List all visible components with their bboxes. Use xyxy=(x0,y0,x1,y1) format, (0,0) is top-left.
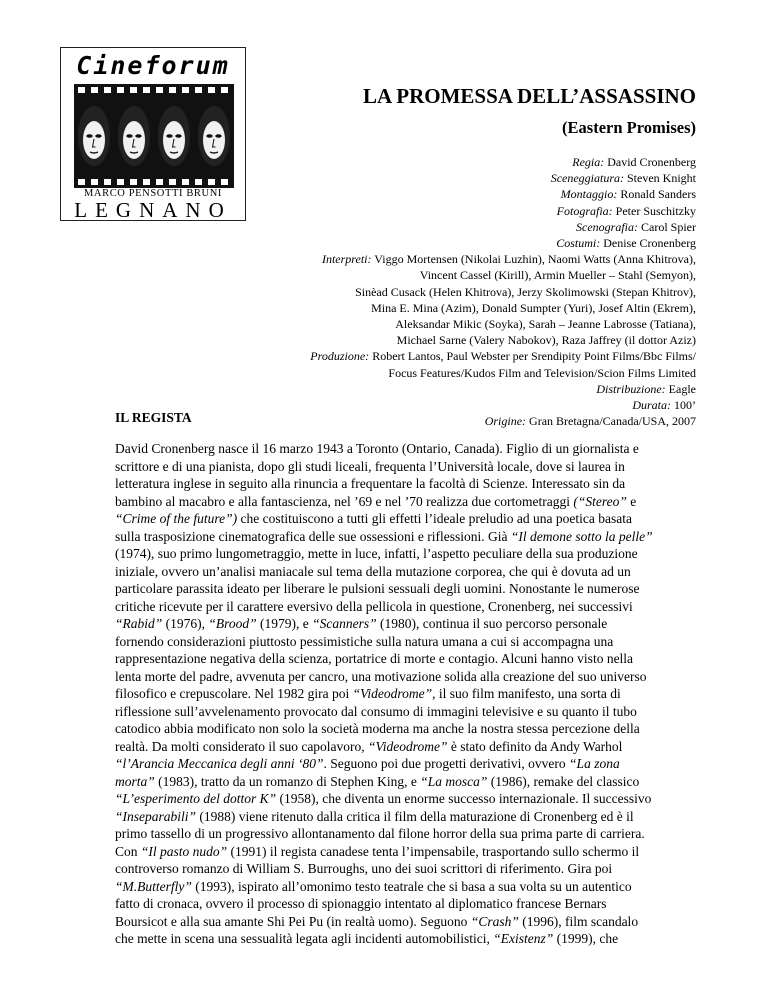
text-line xyxy=(115,825,705,843)
credit-value: Denise Cronenberg xyxy=(600,236,696,251)
credit-line xyxy=(310,316,696,332)
text-span: rappresentazione negativa della scienza, portatrice di morte e contagio. Alcuni hanno visto nella xyxy=(115,651,634,666)
film-title-reference: morta” xyxy=(115,773,155,789)
film-title-reference: “M.Butterfly” xyxy=(115,878,192,894)
text-line xyxy=(115,563,705,581)
credit-value: Carol Spier xyxy=(638,219,696,234)
credit-line xyxy=(310,267,696,283)
text-span: (1991) il regista canadese tenta l’impensabile, trasportando sullo schermo il xyxy=(227,843,640,859)
text-span: (1979), e xyxy=(256,616,313,631)
text-span: David Cronenberg nasce il 16 marzo 1943 a Toronto (Ontario, Canada). Figlio di un giornalista e xyxy=(115,441,639,456)
text-span: fornendo considerazioni piuttosto pessimistiche sulla natura umana a cui si accompagna una xyxy=(115,633,614,649)
text-line xyxy=(115,860,705,878)
text-line xyxy=(115,650,705,668)
credit-label: Costumi: xyxy=(556,236,601,251)
text-span: (1996), film scandalo xyxy=(518,913,639,929)
text-span: (1976), xyxy=(162,616,209,631)
credit-value: David Cronenberg xyxy=(604,155,696,169)
text-line xyxy=(115,720,705,738)
credit-value: Focus Features/Kudos Film and Television/Scion Films Limited xyxy=(388,365,696,380)
text-span: primo tassello di un progressivo allontanamento dal filone horror della sua prima parte di carriera. xyxy=(115,826,645,841)
credit-line xyxy=(310,235,696,251)
text-span: è stato definito da Andy Warhol xyxy=(447,738,623,754)
text-line xyxy=(115,580,705,598)
credit-line xyxy=(310,154,696,170)
credit-line xyxy=(310,413,696,429)
logo-name: Cineforum xyxy=(76,51,230,80)
text-line xyxy=(115,615,705,633)
film-title-reference: “Videodrome” xyxy=(352,686,433,701)
credit-value: Steven Knight xyxy=(624,171,696,186)
film-title-reference: (“Stereo” xyxy=(573,493,627,509)
credit-label: Montaggio: xyxy=(560,187,618,202)
credit-value: Eagle xyxy=(665,381,696,396)
text-span: critiche ricevute per il carattere eversivo della pellicola in questione, Cronenberg, nei successivi xyxy=(115,598,633,614)
film-title: LA PROMESSA DELL’ASSASSINO xyxy=(362,84,696,108)
text-span: sulla trasposizione cinematografica delle sue ossessioni e riflessioni. Già xyxy=(115,528,511,544)
text-line xyxy=(115,895,705,913)
text-line xyxy=(115,668,705,686)
text-line xyxy=(115,440,705,458)
film-title-reference: “Il demone sotto la pelle” xyxy=(510,528,653,544)
credit-label: Interpreti: xyxy=(321,252,372,267)
credit-value: 100’ xyxy=(671,398,696,413)
text-span: particolare parassita ideato per liberare le pulsioni sessuali degli uomini. Nonostante le numerose xyxy=(115,581,640,596)
text-span: scrittore e di una pianista, dopo gli studi liceali, frequenta l’Università locale, dove si laurea in xyxy=(115,458,625,474)
text-span: . Seguono poi due progetti derivativi, ovvero xyxy=(323,756,570,771)
film-title-reference: “Il pasto nudo” xyxy=(140,843,228,859)
text-span: (1983), tratto da un romanzo di Stephen King, e xyxy=(154,773,421,789)
text-span: iniziale, ovvero un’analisi maniacale sul tema della mutazione corporea, che qui è dovuta ad un xyxy=(115,563,631,579)
credit-label: Scenografia: xyxy=(576,219,638,234)
credit-label: Distribuzione: xyxy=(596,381,666,396)
text-line xyxy=(115,913,705,931)
text-span: (1999), che xyxy=(553,931,619,946)
text-span: Con xyxy=(115,843,141,859)
credit-line xyxy=(310,251,696,267)
text-line xyxy=(115,843,705,861)
text-span: , il suo film manifesto, una sorta di xyxy=(432,686,621,701)
text-line xyxy=(115,878,705,896)
film-title-reference: “Crash” xyxy=(470,913,519,929)
text-span: (1974), suo primo lungometraggio, mette in luce, infatti, l’aspetto peculiare della sua produzione xyxy=(115,546,638,561)
film-title-reference: “l’Arancia Meccanica degli anni ‘80” xyxy=(115,756,324,771)
text-span: lenta morte del padre, avvenuta per cancro, una motivazione solida alla creazione del suo universo xyxy=(115,668,647,684)
film-original-title: (Eastern Promises) xyxy=(562,118,696,137)
text-span: e xyxy=(626,493,637,509)
text-span: bambino al macabro e alla fantascienza, nel ’69 e nel ’70 realizza due cortometraggi xyxy=(115,493,574,509)
text-line xyxy=(115,773,705,791)
text-span: (1988) viene ritenuto dalla critica il film della maturazione di Cronenberg ed è il xyxy=(196,808,634,824)
logo-city: LEGNANO xyxy=(74,198,232,222)
credit-line xyxy=(310,348,696,364)
text-line xyxy=(115,790,705,808)
text-span: (1986), remake del classico xyxy=(487,773,640,789)
text-line xyxy=(115,458,705,476)
film-title-reference: “Brood” xyxy=(208,616,257,631)
credit-label: Fotografia: xyxy=(556,203,613,218)
film-title-reference: “La mosca” xyxy=(420,773,488,789)
text-line xyxy=(115,528,705,546)
text-line xyxy=(115,598,705,616)
credit-value: Aleksandar Mikic (Soyka), Sarah – Jeanne Labrosse (Tatiana), xyxy=(395,317,696,332)
director-biography xyxy=(115,440,705,948)
film-title-reference: “L’esperimento del dottor K” xyxy=(115,791,277,806)
text-line xyxy=(115,738,705,756)
credit-value: Ronald Sanders xyxy=(617,187,696,202)
text-line xyxy=(115,755,705,773)
credit-line xyxy=(310,332,696,348)
credit-value: Michael Sarne (Valery Nabokov), Raza Jaffrey (il dottor Aziz) xyxy=(396,333,696,348)
logo-subtitle: MARCO PENSOTTI BRUNI xyxy=(83,188,222,199)
credit-label: Produzione: xyxy=(310,349,370,364)
text-span: catodico abbia modificato non solo la società moderna ma anche la nostra stessa percezione della xyxy=(115,721,640,736)
film-title-reference: “La zona xyxy=(569,756,620,771)
text-span: filosofico e crepuscolare. Nel 1982 gira poi xyxy=(115,686,353,701)
film-title-reference: “Rabid” xyxy=(115,616,163,631)
text-line xyxy=(115,633,705,651)
credit-value: Mina E. Mina (Azim), Donald Sumpter (Yuri), Josef Altin (Ekrem), xyxy=(371,300,696,315)
text-span: che mette in scena una sessualità legata agli incidenti automobilistici, xyxy=(115,931,494,946)
credit-line xyxy=(310,365,696,381)
film-title-reference: “Scanners” xyxy=(312,616,377,631)
credit-line xyxy=(310,203,696,219)
credit-value: Sinèad Cusack (Helen Khitrova), Jerzy Skolimowski (Stepan Khitrov), xyxy=(355,284,696,299)
credits-block xyxy=(310,154,696,429)
credit-line xyxy=(310,186,696,202)
credit-value: Robert Lantos, Paul Webster per Srendipity Point Films/Bbc Films/ xyxy=(369,349,696,364)
credit-label: Sceneggiatura: xyxy=(550,171,624,186)
text-line xyxy=(115,703,705,721)
text-line xyxy=(115,808,705,826)
text-span: (1958), che diventa un enorme successo internazionale. Il successivo xyxy=(276,791,652,806)
credit-value: Vincent Cassel (Kirill), Armin Mueller – Stahl (Semyon), xyxy=(419,268,696,283)
cineforum-logo xyxy=(60,47,246,221)
film-title-reference: “Inseparabili” xyxy=(115,808,197,824)
credit-line xyxy=(310,219,696,235)
credit-value: Peter Suschitzky xyxy=(612,203,696,218)
text-line xyxy=(115,493,705,511)
film-strip-faces-image xyxy=(74,84,234,188)
text-line xyxy=(115,545,705,563)
section-heading: IL REGISTA xyxy=(115,410,192,425)
text-span: riflessione sull’avvelenamento provocato dal consumo di immagini televisive e su quanto il tubo xyxy=(115,703,637,719)
credit-line xyxy=(310,284,696,300)
text-span: Boursicot e alla sua amante Shi Pei Pu (in realtà uomo). Seguono xyxy=(115,913,471,929)
text-span: realtà. Da molti considerato il suo capolavoro, xyxy=(115,738,369,754)
credit-value: Gran Bretagna/Canada/USA, 2007 xyxy=(526,414,696,429)
credit-line xyxy=(310,170,696,186)
credit-line xyxy=(310,381,696,397)
credit-label: Origine: xyxy=(484,414,527,429)
text-span: (1993), ispirato all’omonimo testo teatrale che si basa a sua volta su un autentico xyxy=(191,878,632,894)
credit-label: Durata: xyxy=(632,398,671,413)
text-span: che costituiscono a tutti gli effetti l’ideale preludio ad una poetica basata xyxy=(237,511,633,526)
text-line xyxy=(115,510,705,528)
text-span: controverso romanzo di William S. Burroughs, uno dei suoi scrittori di riferimento. Gira poi xyxy=(115,861,613,876)
text-span: (1980), continua il suo percorso personale xyxy=(376,616,608,631)
text-span: fatto di cronaca, ovvero il processo di spionaggio intentato al diplomatico francese Bernars xyxy=(115,896,607,911)
text-span: letteratura inglese in seguito alla rinuncia a frequentare la facoltà di Scienze. Interessato sin da xyxy=(115,476,626,491)
credit-value: Viggo Mortensen (Nikolai Luzhin), Naomi Watts (Anna Khitrova), xyxy=(371,252,696,267)
film-title-reference: “Crime of the future”) xyxy=(115,511,238,526)
credit-line xyxy=(310,397,696,413)
film-title-reference: “Existenz” xyxy=(493,931,554,946)
text-line xyxy=(115,930,705,948)
credit-line xyxy=(310,300,696,316)
credit-label: Regia: xyxy=(572,155,605,169)
film-title-reference: “Videodrome” xyxy=(368,738,448,754)
text-line xyxy=(115,685,705,703)
text-line xyxy=(115,475,705,493)
